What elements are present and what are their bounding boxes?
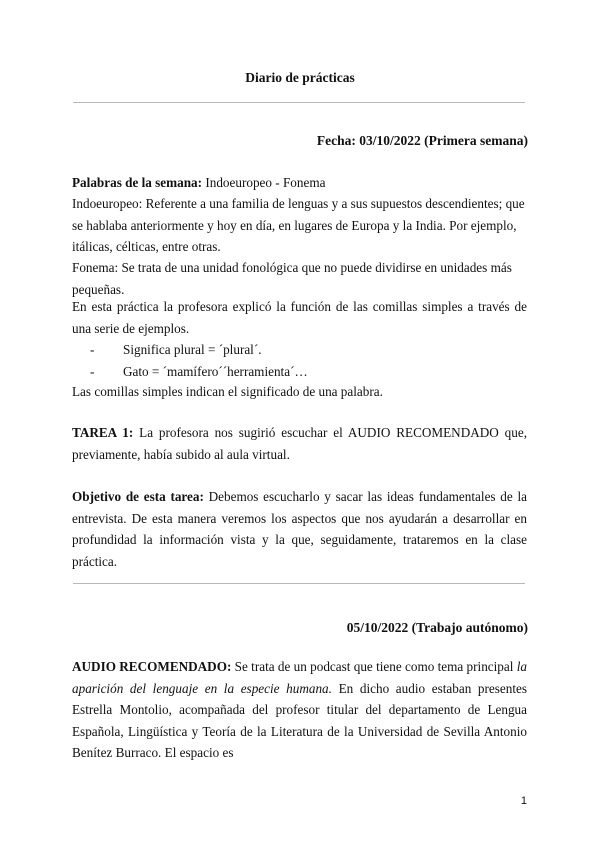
- horizontal-divider: [73, 102, 525, 103]
- examples-list: [90, 339, 520, 382]
- words-of-week: [72, 172, 527, 194]
- document-title: Diario de prácticas: [245, 70, 355, 85]
- practice-conclusion: Las comillas simples indican el significado de una palabra.: [72, 384, 383, 399]
- task-paragraph: [72, 422, 527, 465]
- audio-paragraph: [72, 656, 527, 764]
- audio-text: Se trata de un podcast que tiene como tema principal: [231, 659, 517, 674]
- definition-indoeuropeo: Indoeuropeo: Referente a una familia de lenguas y a sus supuestos descendientes; que se hablaba anteriormente y hoy en día, en lugares de Europa y la India. Por ejemplo, itálicas, célticas, entre otras.: [72, 196, 525, 254]
- audio-text: En dicho audio estaban presentes Estrella Montolio, acompañada del profesor titular del departamento de Lengua Española, Lingüística y Teoría de la Literatura de la Universidad de Sevilla Antonio Benítez Burraco. El espacio es: [72, 680, 527, 760]
- audio-topic: la aparición del lenguaje en la especie humana.: [72, 659, 527, 696]
- task-label: TAREA 1:: [72, 425, 134, 440]
- definition-fonema: Fonema: Se trata de una unidad fonológica que no puede dividirse en unidades más pequeñas.: [72, 260, 512, 297]
- objective-label: Objetivo de esta tarea:: [72, 489, 204, 504]
- objective-paragraph: [72, 486, 527, 572]
- page-number: 1: [520, 795, 527, 807]
- audio-label: AUDIO RECOMENDADO:: [72, 659, 232, 674]
- words-value: Indoeuropeo - Fonema: [202, 175, 326, 190]
- horizontal-divider: [73, 583, 525, 584]
- task-text: La profesora nos sugirió escuchar el AUDIO RECOMENDADO que, previamente, había subido al aula virtual.: [72, 425, 527, 462]
- entry-date: 05/10/2022 (Trabajo autónomo): [346, 620, 528, 635]
- practice-intro: En esta práctica la profesora explicó la función de las comillas simples a través de una serie de ejemplos.: [72, 299, 527, 336]
- entry-date: Fecha: 03/10/2022 (Primera semana): [316, 133, 528, 148]
- list-item: - Significa plural = ´plural´.: [90, 342, 262, 357]
- objective-text: Debemos escucharlo y sacar las ideas fundamentales de la entrevista. De esta manera veremos los aspectos que nos ayudarán a desarrollar en profundidad la información vista y la que, seguidamente, trataremos en la clase práctica.: [72, 489, 527, 569]
- list-item: - Gato = ´mamífero´´herramienta´…: [90, 363, 308, 379]
- words-label: Palabras de la semana:: [72, 175, 203, 190]
